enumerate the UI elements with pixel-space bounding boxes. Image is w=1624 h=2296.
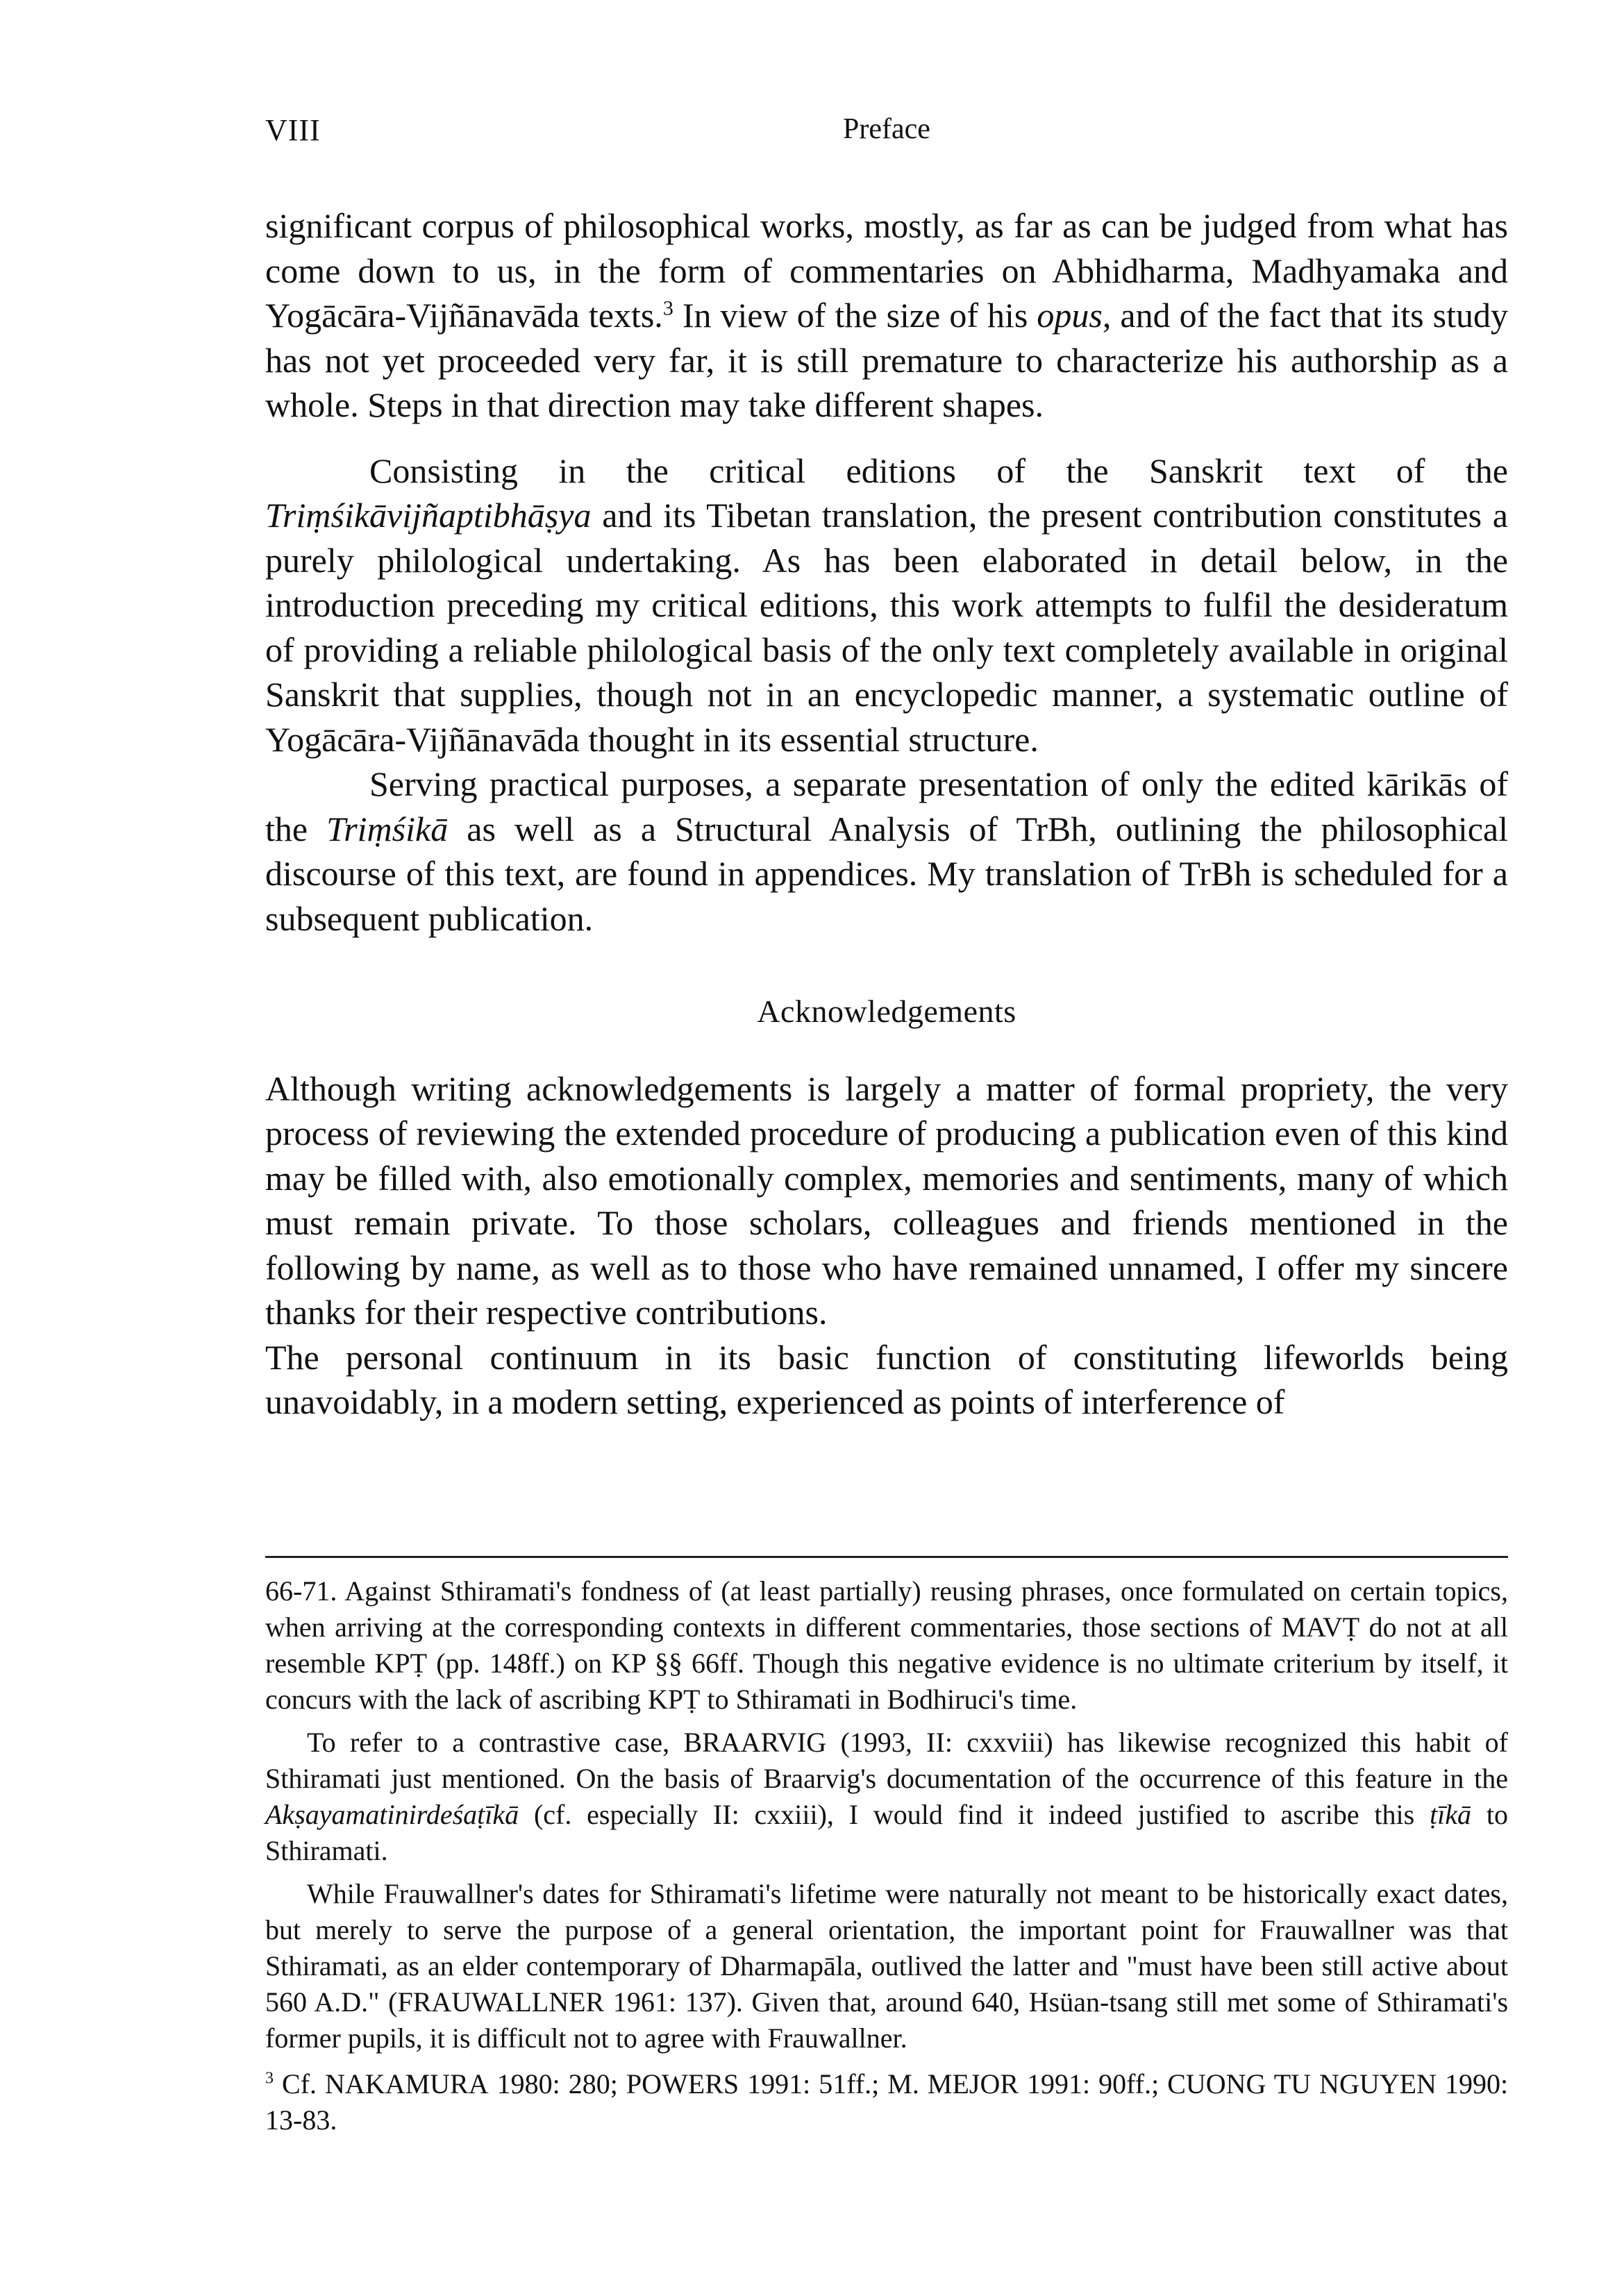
- paragraph-1-cont: In view of the size of his opus, and of the fact that its study has not yet proceeded very far, it is still premature to characterize his authorship as a whole. Steps in that direction may take different shapes.: [265, 296, 1509, 424]
- footnote-para-braarvig: To refer to a contrastive case, BRAARVIG (1993, II: cxxviii) has likewise recognized this habit of Sthiramati just mentioned. On the basis of Braarvig's documentation of the occurrence of this feature in the Akṣayamatinirdeśaṭīkā (cf. especially II: cxxiii), I would find it indeed justified to ascribe this ṭīkā to Sthiramati.: [265, 1727, 1509, 1866]
- section-heading: Acknowledgements: [757, 994, 1016, 1029]
- running-head: Preface: [843, 113, 930, 145]
- footnotes: [265, 1573, 1508, 2138]
- footnote-divider: [265, 1556, 1508, 1558]
- paragraph-1: significant corpus of philosophical works, mostly, as far as can be judged from what has come down to us, in the form of commentaries on Abhidharma, Madhyamaka and Yogācāra-Vijñānavāda texts.$^3$ In view of the size of his opus, and of the fact that its study has not yet proceeded very far, it is still premature to characterize his authorship as a whole. Steps in that direction may take different shapes.: [265, 206, 1509, 424]
- main-text: [265, 203, 1508, 1425]
- ack-paragraph-2: The personal continuum in its basic function of constituting lifeworlds being unavoidably, in a modern setting, experienced as points of interference of: [265, 1337, 1508, 1421]
- page-header: [265, 112, 1508, 154]
- trimsika-italic: Triṃśikā: [326, 809, 449, 848]
- ack-paragraph-1: Although writing acknowledgements is largely a matter of formal propriety, the very process of reviewing the extended procedure of producing a publication even of this kind may be filled with, also emotionally complex, memories and sentiments, many of which must remain private. To those scholars, colleagues and friends mentioned in the following by name, as well as to those who have remained unnamed, I offer my sincere thanks for their respective contributions.: [265, 1069, 1508, 1332]
- paragraph-3: Serving practical purposes, a separate presentation of only the edited kārikās of the Triṃśikā as well as a Structural Analysis of TrBh, outlining the philosophical discourse of this text, are found in appendices. My translation of TrBh is scheduled for a subsequent publication.: [265, 764, 1508, 938]
- footnote-ref-3[interactable]: 3: [662, 296, 673, 320]
- page-number: VIII: [265, 113, 321, 147]
- footnote-continued: 66-71. Against Sthiramati's fondness of (at least partially) reusing phrases, once formulated on certain topics, when arriving at the corresponding contexts in different commentaries, those sections of MAVṬ do not at all resemble KPṬ (pp. 148ff.) on KP §§ 66ff. Though this negative evidence is no ultimate criterium by itself, it concurs with the lack of ascribing KPṬ to Sthiramati in Bodhiruci's time.: [265, 1575, 1508, 1715]
- title-italic: Triṃśikāvijñaptibhāṣya: [265, 496, 592, 535]
- paragraph-2: Consisting in the critical editions of the Sanskrit text of the Triṃśikāvijñaptibhāṣya and its Tibetan translation, the present contribution constitutes a purely philological undertaking. As has been elaborated in detail below, in the introduction preceding my critical editions, this work attempts to fulfil the desideratum of providing a reliable philological basis of the only text completely available in original Sanskrit that supplies, though not in an encyclopedic manner, a systematic outline of Yogācāra-Vijñānavāda thought in its essential structure.: [265, 451, 1508, 759]
- footnote-para-frauwallner: While Frauwallner's dates for Sthiramati's lifetime were naturally not meant to be historically exact dates, but merely to serve the purpose of a general orientation, the important point for Frauwallner was that Sthiramati, as an elder contemporary of Dharmapāla, outlived the latter and "must have been still active about 560 A.D." (FRAUWALLNER 1961: 137). Given that, around 640, Hsüan-tsang still met some of Sthiramati's former pupils, it is difficult not to agree with Frauwallner.: [265, 1878, 1509, 2054]
- footnote-3: $^3$ Cf. NAKAMURA 1980: 280; POWERS 1991: 51ff.; M. MEJOR 1991: 90ff.; CUONG TU NGUYEN 1990: 13-83.: [265, 2068, 1509, 2136]
- footnote-number: 3: [265, 2069, 274, 2088]
